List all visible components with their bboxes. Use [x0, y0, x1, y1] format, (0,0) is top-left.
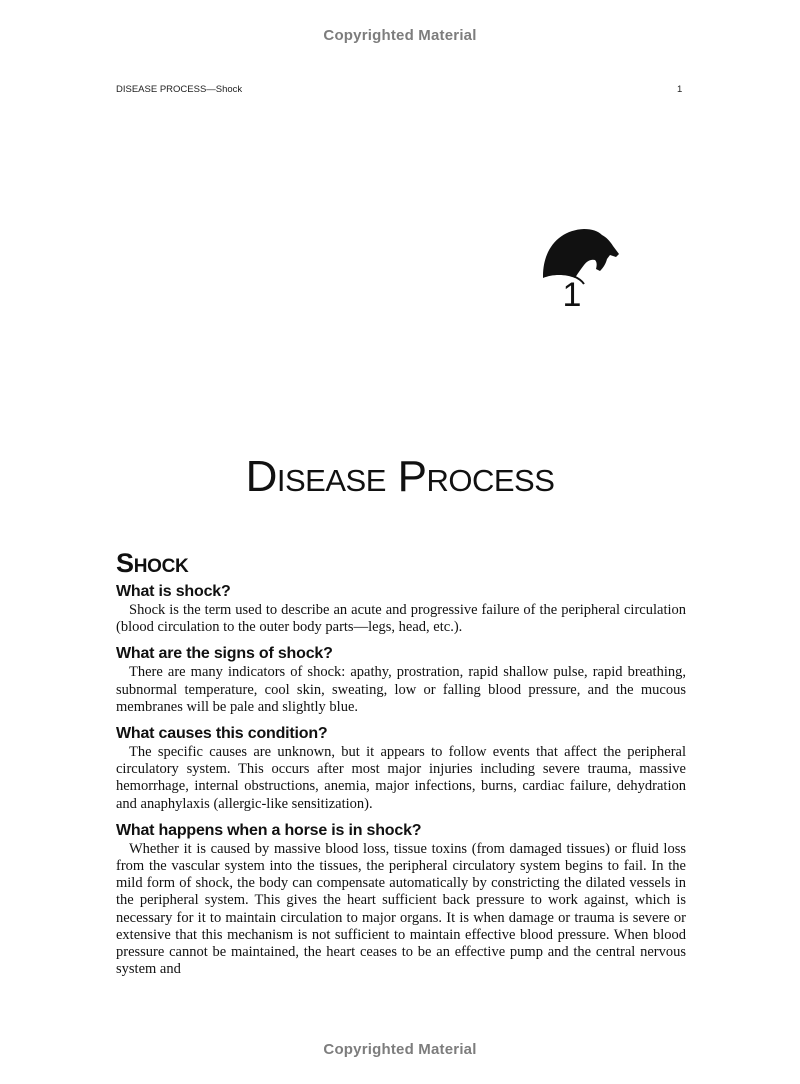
- watermark-bottom: Copyrighted Material: [323, 1041, 477, 1058]
- answer-paragraph: Shock is the term used to describe an acute and progressive failure of the peripheral circulation (blood circulation to the outer body parts—legs, head, etc.).: [116, 602, 686, 636]
- question-heading: What is shock?: [116, 583, 231, 600]
- question-heading: What happens when a horse is in shock?: [116, 821, 422, 839]
- chapter-number: 1: [562, 276, 582, 314]
- qa-item: [116, 821, 686, 979]
- content: [116, 546, 686, 986]
- running-head: DISEASE PROCESS—Shock: [116, 84, 243, 95]
- watermark-top: Copyrighted Material: [323, 27, 477, 44]
- qa-item: [116, 644, 686, 716]
- part-title: Disease Process: [245, 452, 555, 501]
- section-title: Shock: [116, 548, 189, 578]
- answer-paragraph: The specific causes are unknown, but it appears to follow events that affect the peripheral circulatory system. This occurs after most major injuries including severe trauma, massive hemorrhage, internal obstructions, anemia, major infections, burns, cardiac failure, dehydration and anaphylaxis (allergic-like sensitization).: [116, 744, 686, 812]
- question-heading: What causes this condition?: [116, 725, 328, 743]
- answer-paragraph: Whether it is caused by massive blood loss, tissue toxins (from damaged tissues) or fluid loss from the vascular system into the tissues, the peripheral circulatory system begins to fail. In the mild form of shock, the body can compensate automatically by constricting the dilated vessels in the peripheral system. This gives the heart sufficient back pressure to work against, which is necessary for it to maintain circulation to major organs. It is when damage or trauma is severe or extensive that this mechanism is not sufficient to maintain effective blood pressure. When blood pressure cannot be maintained, the heart ceases to be an effective pump and the central nervous system and: [116, 840, 686, 978]
- qa-item: [116, 582, 686, 636]
- page-number: 1: [677, 84, 683, 95]
- qa-item: [116, 724, 686, 813]
- question-heading: What are the signs of shock?: [116, 645, 333, 663]
- answer-paragraph: There are many indicators of shock: apathy, prostration, rapid shallow pulse, rapid breathing, subnormal temperature, cool skin, sweating, low or falling blood pressure, and the mucous membranes will be pale and slightly blue.: [116, 664, 686, 715]
